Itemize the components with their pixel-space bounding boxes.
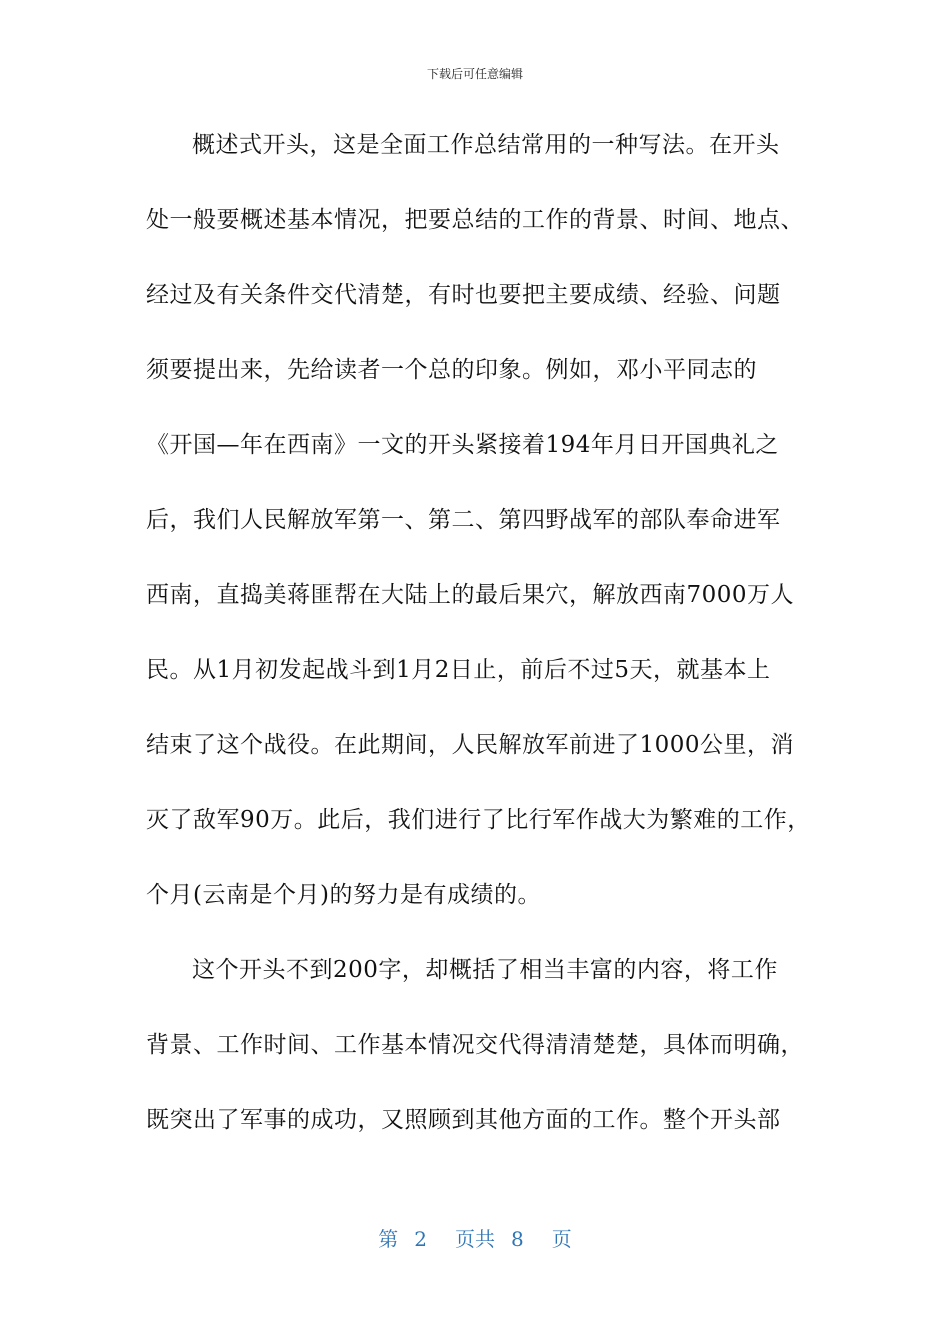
paragraph-line: 结束了这个战役。在此期间，人民解放军前进了1000公里，消	[146, 732, 795, 758]
page-header-note: 下载后可任意编辑	[426, 67, 523, 81]
paragraph-line: 西南，直捣美蒋匪帮在大陆上的最后果穴，解放西南7000万人	[146, 582, 795, 608]
total-pages-number: 8	[511, 1227, 524, 1251]
paragraph-line: 背景、工作时间、工作基本情况交代得清清楚楚，具体而明确，	[146, 1032, 804, 1058]
document-body	[146, 124, 818, 1174]
paragraph-line: 经过及有关条件交代清楚，有时也要把主要成绩、经验、问题	[146, 282, 781, 308]
paragraph-line: 这个开头不到200字，却概括了相当丰富的内容，将工作	[192, 957, 778, 983]
footer-suffix: 页	[551, 1227, 572, 1251]
footer-prefix: 第	[378, 1227, 399, 1251]
paragraph-line: 后，我们人民解放军第一、第二、第四野战军的部队奉命进军	[146, 507, 781, 533]
paragraph-line: 灭了敌军90万。此后，我们进行了比行军作战大为繁难的工作，	[146, 807, 811, 833]
paragraph-line: 处一般要概述基本情况，把要总结的工作的背景、时间、地点、	[146, 207, 804, 233]
paragraph-line: 《开国—年在西南》一文的开头紧接着194年月日开国典礼之	[146, 432, 779, 458]
paragraph-line: 概述式开头，这是全面工作总结常用的一种写法。在开头	[192, 132, 780, 158]
current-page-number: 2	[414, 1227, 427, 1251]
paragraph-line: 须要提出来，先给读者一个总的印象。例如，邓小平同志的	[146, 357, 757, 383]
paragraph-line: 民。从1月初发起战斗到1月2日止，前后不过5天，就基本上	[146, 657, 771, 683]
page-number-footer	[0, 1226, 950, 1252]
paragraph-line: 个月(云南是个月)的努力是有成绩的。	[146, 882, 541, 908]
paragraph-line: 既突出了军事的成功，又照顾到其他方面的工作。整个开头部	[146, 1107, 781, 1133]
footer-middle: 页共	[455, 1227, 495, 1251]
